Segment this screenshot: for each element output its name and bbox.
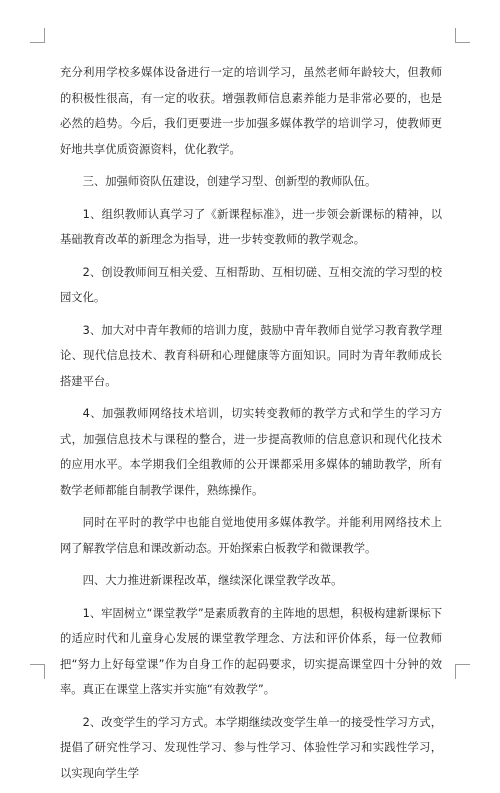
paragraph: 1、牢固树立“课堂教学”是素质教育的主阵地的思想，积极构建新课标下的适应时代和儿童身心发展的课堂教学理念、方法和评价体系，每一位教师把“努力上好每堂课”作为自身工作的起码要求，切实提高课堂四十分钟的效率。真正在课堂上落实并实施“有效教学”。 bbox=[60, 606, 442, 696]
paragraph: 2、改变学生的学习方式。本学期继续改变学生单一的接受性学习方式，提倡了研究性学习、发现性学习、参与性学习、体验性学习和实践性学习，以实现向学生学 bbox=[60, 715, 442, 780]
paragraph: 2、创设教师间互相关爱、互相帮助、互相切磋、互相交流的学习型的校园文化。 bbox=[60, 265, 442, 304]
crop-mark-top-right bbox=[455, 28, 470, 43]
paragraph: 1、组织教师认真学习了《新课程标准》，进一步领会新课标的精神，以基础教育改革的新理念为指导，进一步转变教师的教学观念。 bbox=[60, 207, 442, 246]
paragraph: 四、大力推进新课程改革，继续深化课堂教学改革。 bbox=[82, 574, 343, 587]
paragraph: 4、加强教师网络技术培训，切实转变教师的教学方式和学生的学习方式，加强信息技术与课程的整合，进一步提高教师的信息意识和现代化技术的应用水平。本学期我们全组教师的公开课都采用多媒体的辅助教学，所有数学老师都能自制教学课件，熟练操作。 bbox=[60, 407, 442, 497]
paragraph: 三、加强师资队伍建设，创建学习型、创新型的教师队伍。 bbox=[82, 175, 377, 188]
paragraph: 充分利用学校多媒体设备进行一定的培训学习，虽然老师年龄较大，但教师的积极性很高，有一定的收获。增强教师信息素养能力是非常必要的，也是必然的趋势。今后，我们更要进一步加强多媒体教学的培训学习，使教师更好地共享优质资源资料，优化教学。 bbox=[60, 66, 442, 156]
document-page bbox=[60, 60, 442, 793]
crop-mark-bottom-right bbox=[455, 664, 470, 679]
paragraph: 同时在平时的教学中也能自觉地使用多媒体教学。并能利用网络技术上网了解教学信息和课改新动态。开始探索白板教学和微课教学。 bbox=[60, 516, 442, 555]
paragraph: 3、加大对中青年教师的培训力度，鼓励中青年教师自觉学习教育教学理论、现代信息技术、教育科研和心理健康等方面知识。同时为青年教师成长搭建平台。 bbox=[60, 323, 442, 388]
crop-mark-top-left bbox=[30, 28, 45, 43]
crop-mark-bottom-left bbox=[30, 664, 45, 679]
